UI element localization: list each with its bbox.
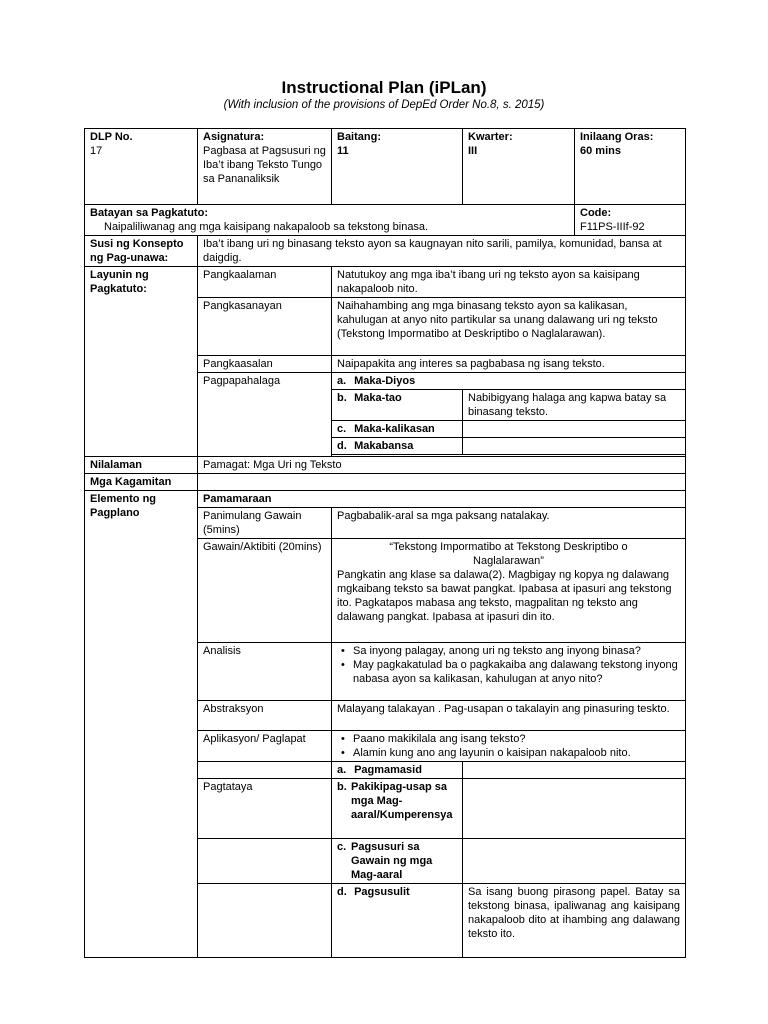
baitang-label: Baitang: bbox=[337, 131, 381, 143]
aplikasyon-label: Aplikasyon/ Paglapat bbox=[198, 731, 332, 762]
code-label: Code: bbox=[580, 207, 612, 219]
analisis-label: Analisis bbox=[198, 643, 332, 701]
baitang-cell bbox=[332, 129, 463, 205]
batayan-label: Batayan sa Pagkatuto: bbox=[90, 207, 208, 219]
abstraksyon-text: Malayang talakayan . Pag-usapan o takalayin ang pinasuring teskto. bbox=[332, 701, 686, 731]
value-name: Maka-kalikasan bbox=[354, 423, 435, 435]
pagtataya-letter: c. bbox=[337, 841, 347, 853]
pangkaalaman-text: Natutukoy ang mga iba’t ibang uri ng teksto ayon sa kaisipang nakapaloob nito. bbox=[332, 267, 686, 298]
asignatura-label: Asignatura: bbox=[203, 131, 265, 143]
oras-cell bbox=[575, 129, 686, 205]
pangkasanayan-text: Naihahambing ang mga binasang teksto ayon sa kalikasan, kahulugan at anyo nito partikular sa unang dalawang uri ng teksto (Tekstong Impormatibo at Deskriptibo o Naglalarawan). bbox=[332, 298, 686, 356]
value-note: Nabibigyang halaga ang kapwa batay sa binasang teksto. bbox=[463, 390, 686, 421]
abstraksyon-label: Abstraksyon bbox=[198, 701, 332, 731]
pagtataya-letter: d. bbox=[337, 886, 347, 898]
pagtataya-row-a bbox=[332, 762, 463, 779]
asignatura-value: Pagbasa at Pagsusuri ng Iba’t ibang Teksto Tungo sa Pananaliksik bbox=[203, 145, 326, 185]
kagamitan-label: Mga Kagamitan bbox=[85, 474, 198, 491]
pagtataya-name: Pagsusuri sa Gawain ng mga Mag-aaral bbox=[351, 841, 433, 881]
code-value: F11PS-IIIf-92 bbox=[580, 221, 645, 233]
aplikasyon-item: • Alamin kung ano ang layunin o kaisipan nakapaloob nito. bbox=[353, 746, 680, 760]
value-letter: c. bbox=[337, 423, 347, 435]
oras-label: Inilaang Oras: bbox=[580, 131, 654, 143]
pagtataya-name: Pakikipag-usap sa mga Mag-aaral/Kumperensya bbox=[351, 781, 453, 821]
kwarter-value: III bbox=[468, 145, 478, 157]
aplikasyon-item: • Paano makikilala ang isang teksto? bbox=[353, 732, 680, 746]
dlp-value: 17 bbox=[90, 145, 103, 157]
pagtataya-note-empty bbox=[463, 762, 686, 779]
batayan-text: Naipaliliwanag ang mga kaisipang nakapaloob sa tekstong binasa. bbox=[104, 221, 429, 233]
gawain-cell bbox=[332, 539, 686, 643]
batayan-cell bbox=[85, 205, 575, 236]
instructional-plan-table bbox=[84, 128, 686, 958]
analisis-item: • Sa inyong palagay, anong uri ng teksto ang inyong binasa? bbox=[353, 644, 680, 658]
pagtataya-note-empty bbox=[463, 779, 686, 839]
pagtataya-blank bbox=[198, 884, 332, 958]
aplikasyon-cell bbox=[332, 731, 686, 762]
pagtataya-blank bbox=[198, 762, 332, 779]
kwarter-cell bbox=[463, 129, 575, 205]
pagpapahalaga-label: Pagpapahalaga bbox=[198, 373, 332, 457]
value-letter: b. bbox=[337, 392, 347, 404]
pangkasanayan-label: Pangkasanayan bbox=[198, 298, 332, 356]
susi-label: Susi ng Konsepto ng Pag-unawa: bbox=[85, 236, 198, 267]
pagtataya-row-d bbox=[332, 884, 463, 958]
layunin-label: Layunin ng Pagkatuto: bbox=[85, 267, 198, 457]
nilalaman-text: Pamagat: Mga Uri ng Teksto bbox=[198, 457, 686, 474]
pangkaasalan-text: Naipapakita ang interes sa pagbabasa ng isang teksto. bbox=[332, 356, 686, 373]
kagamitan-text bbox=[198, 474, 686, 491]
pagtataya-note: Sa isang buong pirasong papel. Batay sa tekstong binasa, ipaliwanag ang kaisipang nakapaloob dito at ihambing ang dalawang teksto ito. bbox=[463, 884, 686, 958]
value-name: Maka-Diyos bbox=[354, 375, 416, 387]
gawain-text: Pangkatin ang klase sa dalawa(2). Magbigay ng kopya ng dalawang mgkaibang teksto sa bawat pangkat. Ipabasa at ipasuri ang tekstong ito. Pagkatapos mabasa ang teksto, magpalitan ng teksto ang dalawang pangkat. Ipabasa at ipasuri din ito. bbox=[337, 569, 672, 623]
pagtataya-note-empty bbox=[463, 839, 686, 884]
value-row-d bbox=[332, 438, 463, 455]
elemento-label: Elemento ng Pagplano bbox=[85, 491, 198, 958]
dlp-cell bbox=[85, 129, 198, 205]
kwarter-label: Kwarter: bbox=[468, 131, 513, 143]
code-cell bbox=[575, 205, 686, 236]
pagtataya-name: Pagsusulit bbox=[354, 886, 410, 898]
page-title: Instructional Plan (iPLan) bbox=[281, 78, 487, 97]
value-row-c bbox=[332, 421, 463, 438]
value-letter: d. bbox=[337, 440, 347, 452]
value-name: Maka-tao bbox=[354, 392, 402, 404]
value-letter: a. bbox=[337, 375, 347, 387]
pagtataya-blank bbox=[198, 839, 332, 884]
susi-text: Iba’t ibang uri ng binasang teksto ayon sa kaugnayan nito sarili, pamilya, komunidad, bansa at daigdig. bbox=[198, 236, 686, 267]
value-note-empty bbox=[463, 438, 686, 455]
analisis-cell bbox=[332, 643, 686, 701]
panimula-label: Panimulang Gawain (5mins) bbox=[198, 508, 332, 539]
value-name: Makabansa bbox=[354, 440, 414, 452]
pagtataya-letter: b. bbox=[337, 781, 347, 793]
value-row-b bbox=[332, 390, 463, 421]
baitang-value: 11 bbox=[337, 145, 349, 157]
asignatura-cell bbox=[198, 129, 332, 205]
pagtataya-row-b bbox=[332, 779, 463, 839]
pangkaalaman-label: Pangkaalaman bbox=[198, 267, 332, 298]
nilalaman-label: Nilalaman bbox=[85, 457, 198, 474]
pagtataya-letter: a. bbox=[337, 764, 347, 776]
pagtataya-row-c bbox=[332, 839, 463, 884]
panimula-text: Pagbabalik-aral sa mga paksang natalakay. bbox=[332, 508, 686, 539]
dlp-label: DLP No. bbox=[90, 131, 133, 143]
value-note-empty bbox=[463, 421, 686, 438]
pagtataya-name: Pagmamasid bbox=[354, 764, 422, 776]
analisis-item: • May pagkakatulad ba o pagkakaiba ang dalawang tekstong inyong nabasa ayon sa kalikasan, kahulugan at anyo nito? bbox=[353, 658, 680, 686]
pamamaraan-label: Pamamaraan bbox=[198, 491, 686, 508]
gawain-label: Gawain/Aktibiti (20mins) bbox=[198, 539, 332, 643]
oras-value: 60 mins bbox=[580, 145, 621, 157]
pangkaasalan-label: Pangkaasalan bbox=[198, 356, 332, 373]
pagtataya-label: Pagtataya bbox=[198, 779, 332, 839]
page-subtitle: (With inclusion of the provisions of DepEd Order No.8, s. 2015) bbox=[223, 99, 545, 111]
gawain-title: “Tekstong Impormatibo at Tekstong Deskriptibo o Naglalarawan” bbox=[389, 541, 628, 567]
value-row-a bbox=[332, 373, 686, 390]
